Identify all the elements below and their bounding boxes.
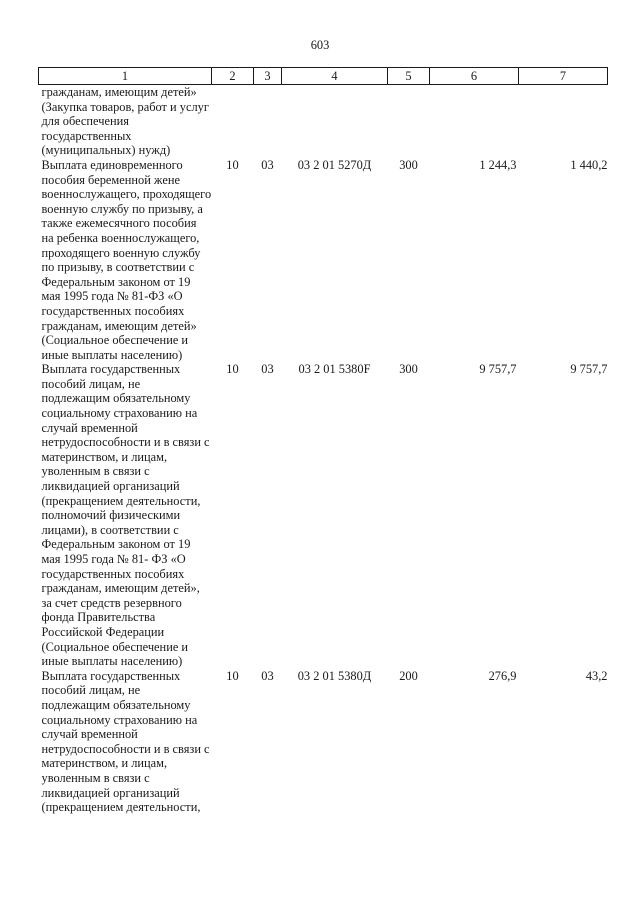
row-expense-type: 300 [399, 157, 418, 172]
row-expense-type [388, 85, 430, 158]
row-target-article: 03 2 01 5380Д [297, 668, 372, 683]
column-header-5: 5 [388, 68, 430, 85]
column-header-1: 1 [39, 68, 212, 85]
row-amount-col7: 1 440,2 [570, 157, 608, 172]
row-subsection-code: 03 [261, 157, 274, 172]
table-row [39, 85, 608, 158]
row-target-article [282, 85, 388, 158]
column-number-header-row [39, 68, 608, 85]
row-description: Выплата государственных пособий лицам, не подлежащим обязательному социальному страхованию на случай временной нетрудоспособности и в связи с материнством, и лицам, уволенным в связи с ликвидацией организаций (прекращением деятельности, [41, 668, 210, 815]
column-header-7: 7 [519, 68, 608, 85]
page-number: 603 [310, 38, 330, 52]
row-section-code: 10 [226, 157, 239, 172]
row-amount-col7: 43,2 [585, 668, 608, 683]
row-expense-type: 200 [399, 668, 418, 683]
row-amount-col6 [430, 85, 519, 158]
row-target-article: 03 2 01 5380F [298, 362, 371, 377]
row-subsection-code: 03 [261, 362, 274, 377]
budget-table [38, 67, 608, 815]
row-subsection-code: 03 [261, 668, 274, 683]
row-amount-col6: 276,9 [488, 668, 517, 683]
column-header-3: 3 [254, 68, 282, 85]
table-row [39, 669, 608, 815]
column-header-6: 6 [430, 68, 519, 85]
column-header-2: 2 [212, 68, 254, 85]
row-subsection-code [254, 85, 282, 158]
row-description: Выплата единовременного пособия беременной жене военнослужащего, проходящего военную службу по призыву, а также ежемесячного пособия на ребенка военнослужащего, проходящего военную службу по призыву, в соответствии с Федеральным законом от 19 мая 1995 года № 81-ФЗ «О государственных пособиях гражданам, имеющим детей» (Социальное обеспечение и иные выплаты населению) [41, 157, 212, 362]
row-amount-col6: 1 244,3 [479, 157, 517, 172]
row-description: гражданам, имеющим детей» (Закупка товаров, работ и услуг для обеспечения государственных (муниципальных) нужд) [41, 85, 209, 158]
row-target-article: 03 2 01 5270Д [297, 157, 372, 172]
row-amount-col7: 9 757,7 [570, 362, 608, 377]
row-section-code: 10 [226, 668, 239, 683]
row-section-code [212, 85, 254, 158]
table-row [39, 158, 608, 362]
row-expense-type: 300 [399, 362, 418, 377]
row-amount-col7 [519, 85, 608, 158]
table-row [39, 362, 608, 668]
row-amount-col6: 9 757,7 [479, 362, 517, 377]
column-header-4: 4 [282, 68, 388, 85]
row-description: Выплата государственных пособий лицам, не подлежащим обязательному социальному страхованию на случай временной нетрудоспособности и в связи с материнством, и лицам, уволенным в связи с ликвидацией организаций (прекращением деятельности, полномочий физическими лицами), в соответствии с Федеральным законом от 19 мая 1995 года № 81- ФЗ «О государственных пособиях гражданам, имеющим детей», за счет средств резервного фонда Правительства Российской Федерации (Социальное обеспечение и иные выплаты населению) [41, 362, 210, 669]
row-section-code: 10 [226, 362, 239, 377]
